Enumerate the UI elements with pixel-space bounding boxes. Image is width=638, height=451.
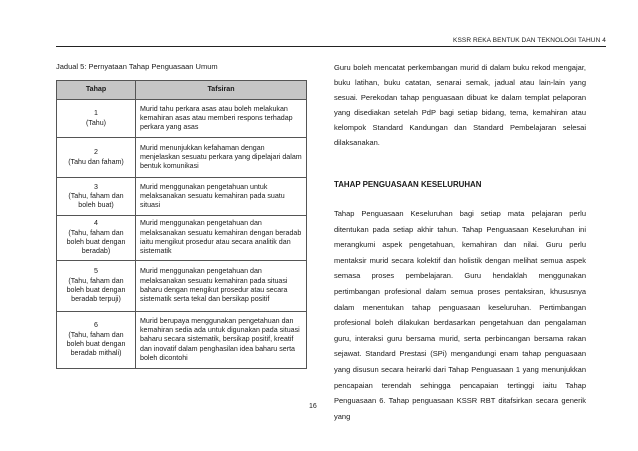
stage-number: 5 (94, 267, 98, 276)
table-row (57, 178, 307, 216)
interpretation-cell: Murid menggunakan pengetahuan untuk melaksanakan sesuatu kemahiran pada suatu situasi (136, 178, 307, 216)
page-number: 16 (309, 403, 317, 410)
stage-label-line: boleh buat dengan (66, 238, 126, 246)
stage-cell (57, 216, 136, 261)
recording-paragraph: Guru boleh mencatat perkembangan murid di dalam buku rekod mengajar, buku latihan, buku catatan, senarai semak, jadual atau lain-lain yang sesuai. Perekodan tahap penguasaan dibuat ke dalam templat pelaporan yang disediakan setelah PdP bagi setiap bidang, tema, kemahiran atau kelompok Standard Kandungan dan Standard Pembelajaran selesai dilaksanakan. (334, 63, 586, 147)
stage-cell (57, 312, 136, 369)
stage-label-line: (Tahu, faham dan (68, 330, 124, 339)
column-header-interpretation: Tafsiran (136, 81, 307, 100)
table-caption: Jadual 5: Pernyataan Tahap Penguasaan Umum (56, 62, 218, 71)
stage-label-line: (Tahu, faham dan (68, 276, 124, 285)
stage-label-line: (Tahu dan faham) (68, 157, 124, 166)
table-row (57, 100, 307, 138)
table-row (57, 138, 307, 178)
stage-number: 1 (94, 109, 98, 118)
stage-label-line: boleh buat dengan (66, 340, 126, 348)
interpretation-cell: Murid berupaya menggunakan pengetahuan dan kemahiran sedia ada untuk digunakan pada situasi baharu secara sistematik, bersikap positif, kreatif dan inovatif dalam penghasilan idea baharu serta boleh dicontohi (136, 312, 307, 369)
stage-label-line: boleh buat) (78, 201, 114, 210)
stage-label-line: (Tahu) (85, 118, 107, 127)
table-row (57, 216, 307, 261)
stage-label-line: beradab mithali) (70, 349, 122, 358)
overall-mastery-paragraph: Tahap Penguasaan Keseluruhan bagi setiap mata pelajaran perlu ditentukan pada setiap akhir tahun. Tahap Penguasaan Keseluruhan ini merangkumi aspek pengetahuan, kemahiran dan nilai. Guru perlu mentaksir murid secara kolektif dan holistik dengan melihat semua aspek semasa proses pembelajaran. Guru hendaklah menggunakan pertimbangan profesional dalam semua proses pentaksiran, khususnya dalam menentukan tahap penguasaan keseluruhan. Pertimbangan profesional boleh dilakukan berdasarkan pengetahuan dan pengalaman guru, interaksi guru bersama murid, serta perbincangan bersama rakan sejawat. Standard Prestasi (SPi) mengandungi enam tahap penguasaan yang disusun secara heirarki dari Tahap Penguasaan 1 yang menunjukkan pencapaian terendah sehingga pencapaian tertinggi iaitu Tahap Penguasaan 6. Tahap penguasaan KSSR RBT ditafsirkan secara generik yang (334, 209, 586, 421)
stage-label-line: boleh buat dengan (66, 286, 126, 294)
header-divider (56, 46, 606, 47)
stage-cell (57, 138, 136, 178)
interpretation-cell: Murid menunjukkan kefahaman dengan menjelaskan sesuatu perkara yang dipelajari dalam bentuk komunikasi (136, 138, 307, 178)
stage-number: 4 (94, 219, 98, 228)
stage-number: 6 (94, 321, 98, 330)
interpretation-cell: Murid tahu perkara asas atau boleh melakukan kemahiran asas atau memberi respons terhadap perkara yang asas (136, 100, 307, 138)
stage-cell (57, 100, 136, 138)
interpretation-cell: Murid menggunakan pengetahuan dan melaksanakan sesuatu kemahiran dengan beradab iaitu mengikut prosedur atau secara analitik dan sistematik (136, 216, 307, 261)
stage-number: 2 (94, 148, 98, 157)
stage-label-line: beradab) (81, 247, 111, 256)
running-header: KSSR REKA BENTUK DAN TEKNOLOGI TAHUN 4 (453, 37, 606, 44)
column-header-stage: Tahap (57, 81, 136, 100)
table-row (57, 312, 307, 369)
stage-number: 3 (94, 182, 98, 191)
stage-label-line: (Tahu, faham dan (68, 191, 124, 200)
stage-label-line: beradab terpuji) (71, 295, 121, 304)
stage-label-line: (Tahu, faham dan (68, 228, 124, 237)
table-row (57, 261, 307, 312)
mastery-level-table (56, 80, 307, 369)
stage-cell (57, 178, 136, 216)
table-header-row (57, 81, 307, 100)
stage-cell (57, 261, 136, 312)
interpretation-cell: Murid menggunakan pengetahuan dan melaksanakan sesuatu kemahiran pada situasi baharu dengan mengikut prosedur atau secara sistematik serta tekal dan bersikap positif (136, 261, 307, 312)
section-heading: TAHAP PENGUASAAN KESELURUHAN (334, 180, 482, 189)
